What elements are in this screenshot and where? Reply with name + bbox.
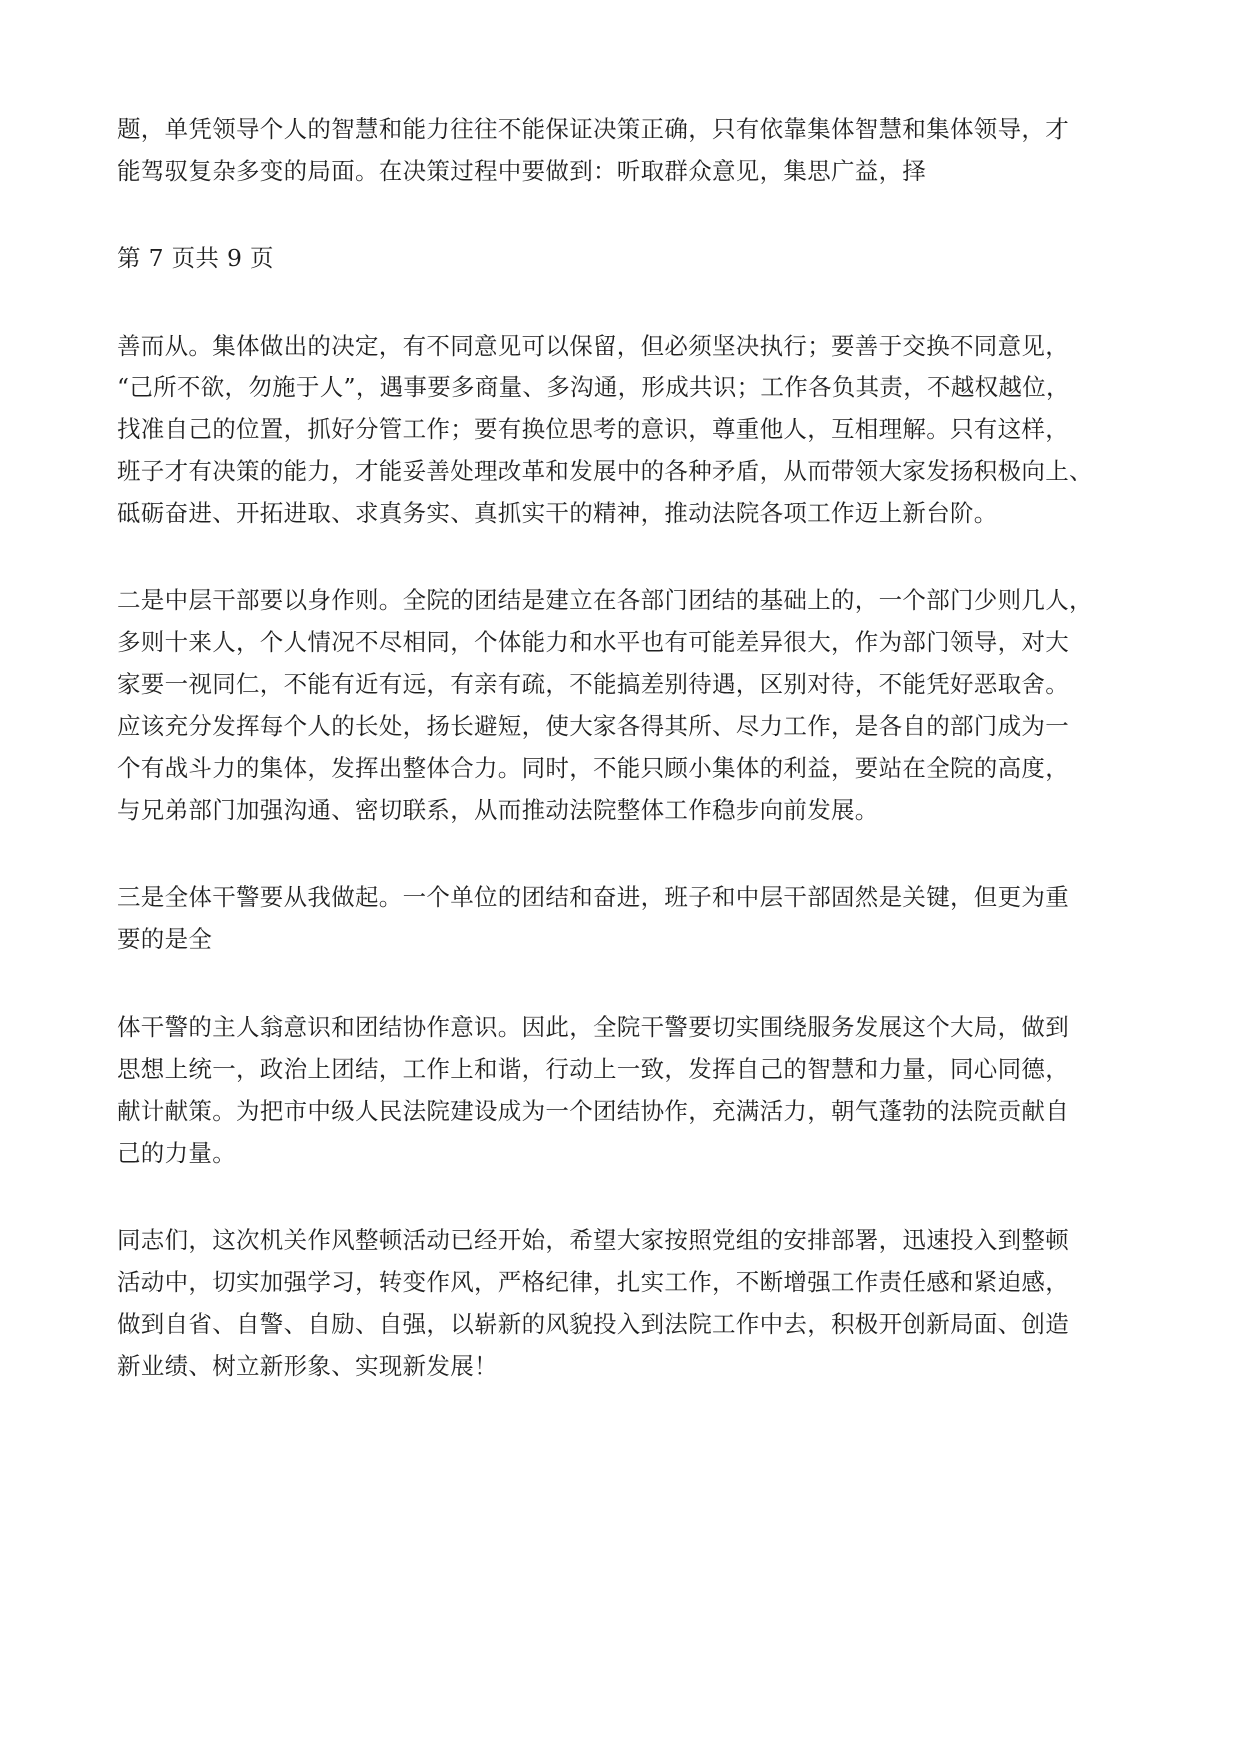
text-line: 善而从。集体做出的决定，有不同意见可以保留，但必须坚决执行；要善于交换不同意见， [117, 332, 1069, 360]
text-line: 家要一视同仁，不能有近有远，有亲有疏，不能搞差别待遇，区别对待，不能凭好恶取舍。 [117, 670, 1069, 698]
page-number-footer: 第 7 页共 9 页 [117, 244, 274, 272]
text-line: 班子才有决策的能力，才能妥善处理改革和发展中的各种矛盾，从而带领大家发扬积极向上、 [117, 457, 1093, 485]
text-line: 要的是全 [117, 925, 213, 953]
text-line: 己的力量。 [117, 1139, 236, 1167]
text-line: 二是中层干部要以身作则。全院的团结是建立在各部门团结的基础上的，一个部门少则几人， [117, 586, 1093, 614]
text-line: 找准自己的位置，抓好分管工作；要有换位思考的意识，尊重他人，互相理解。只有这样， [117, 415, 1069, 443]
text-line: 活动中，切实加强学习，转变作风，严格纪律，扎实工作，不断增强工作责任感和紧迫感， [117, 1268, 1069, 1296]
text-line: 三是全体干警要从我做起。一个单位的团结和奋进，班子和中层干部固然是关键，但更为重 [117, 883, 1069, 911]
text-line: 献计献策。为把市中级人民法院建设成为一个团结协作，充满活力，朝气蓬勃的法院贡献自 [117, 1097, 1069, 1125]
text-line: 能驾驭复杂多变的局面。在决策过程中要做到：听取群众意见，集思广益，择 [117, 157, 927, 185]
text-line: 砥砺奋进、开拓进取、求真务实、真抓实干的精神，推动法院各项工作迈上新台阶。 [117, 499, 998, 527]
text-line: 思想上统一，政治上团结，工作上和谐，行动上一致，发挥自己的智慧和力量，同心同德， [117, 1055, 1069, 1083]
text-line: 应该充分发挥每个人的长处，扬长避短，使大家各得其所、尽力工作，是各自的部门成为一 [117, 712, 1069, 740]
text-line: 个有战斗力的集体，发挥出整体合力。同时，不能只顾小集体的利益，要站在全院的高度， [117, 754, 1069, 782]
text-line: 做到自省、自警、自励、自强，以崭新的风貌投入到法院工作中去，积极开创新局面、创造 [117, 1310, 1069, 1338]
text-line: 新业绩、树立新形象、实现新发展！ [117, 1352, 498, 1380]
text-line: 同志们，这次机关作风整顿活动已经开始，希望大家按照党组的安排部署，迅速投入到整顿 [117, 1226, 1069, 1254]
text-line: 体干警的主人翁意识和团结协作意识。因此，全院干警要切实围绕服务发展这个大局，做到 [117, 1013, 1069, 1041]
text-line: 多则十来人，个人情况不尽相同，个体能力和水平也有可能差异很大，作为部门领导，对大 [117, 628, 1069, 656]
text-line: 与兄弟部门加强沟通、密切联系，从而推动法院整体工作稳步向前发展。 [117, 796, 879, 824]
text-line: “己所不欲，勿施于人”，遇事要多商量、多沟通，形成共识；工作各负其责，不越权越位， [117, 373, 1070, 401]
text-line: 题，单凭领导个人的智慧和能力往往不能保证决策正确，只有依靠集体智慧和集体领导，才 [117, 115, 1069, 143]
